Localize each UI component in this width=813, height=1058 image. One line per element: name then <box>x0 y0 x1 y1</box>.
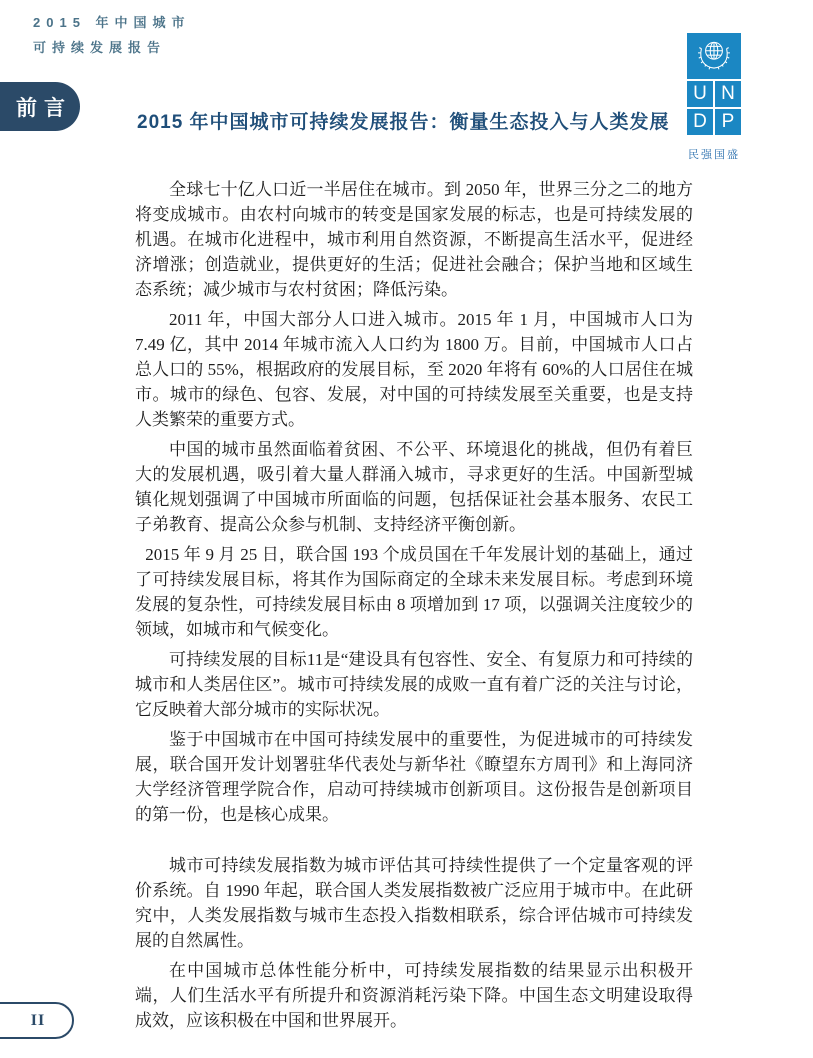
paragraph-7: 城市可持续发展指数为城市评估其可持续性提供了一个定量客观的评价系统。自 1990 年起，联合国人类发展指数被广泛应用于城市中。在此研究中，人类发展指数与城市生态投入指数相联系，综合评估城市可持续发展的自然属性。 <box>135 856 693 950</box>
paragraph-5: 可持续发展的目标11是“建设具有包容性、安全、有复原力和可持续的城市和人类居住区”。城市可持续发展的成败一直有着广泛的关注与讨论，它反映着大部分城市的实际状况。 <box>135 650 693 719</box>
undp-logo <box>687 33 741 162</box>
body-text <box>135 177 693 1038</box>
undp-logo-box <box>687 33 741 135</box>
paragraph-1: 全球七十亿人口近一半居住在城市。到 2050 年，世界三分之二的地方将变成城市。由农村向城市的转变是国家发展的标志，也是可持续发展的机遇。在城市化进程中，城市利用自然资源，不断提高生活水平，促进经济增涨；创造就业，提供更好的生活；促进社会融合；保护当地和区域生态系统；减少城市与农村贫困；降低污染。 <box>135 180 693 299</box>
page-title: 2015 年中国城市可持续发展报告：衡量生态投入与人类发展 <box>137 111 670 133</box>
undp-letter-u: U <box>687 81 713 107</box>
paragraph-2: 2011 年，中国大部分人口进入城市。2015 年 1 月，中国城市人口为 7.49 亿，其中 2014 年城市流入人口约为 1800 万。目前，中国城市人口占总人口的 55%，根据政府的发展目标，至 2020 年将有 60%的人口居住在城市。城市的绿色、包容、发展，对中国的可持续发展至关重要，也是支持人类繁荣的重要方式。 <box>135 310 693 429</box>
paragraph-6: 鉴于中国城市在中国可持续发展中的重要性，为促进城市的可持续发展，联合国开发计划署驻华代表处与新华社《瞭望东方周刊》和上海同济大学经济管理学院合作，启动可持续城市创新项目。这份报告是创新项目的第一份，也是核心成果。 <box>135 730 693 824</box>
page-number: II <box>30 1011 46 1029</box>
kicker-line-1: 2015 年中国城市 <box>33 15 191 30</box>
paragraph-4: 2015 年 9 月 25 日，联合国 193 个成员国在千年发展计划的基础上，通过了可持续发展目标，将其作为国际商定的全球未来发展目标。考虑到环境发展的复杂性，可持续发展目标由 8 项增加到 17 项，以强调关注度较少的领域，如城市和气候变化。 <box>135 545 693 639</box>
undp-letter-n: N <box>715 81 741 107</box>
un-emblem-icon <box>687 33 741 79</box>
report-kicker <box>33 10 191 60</box>
undp-letter-p: P <box>715 109 741 135</box>
paragraph-8: 在中国城市总体性能分析中，可持续发展指数的结果显示出积极开端，人们生活水平有所提升和资源消耗污染下降。中国生态文明建设取得成效，应该积极在中国和世界展开。 <box>135 961 693 1030</box>
undp-letter-d: D <box>687 109 713 135</box>
page-number-pill <box>0 1002 74 1039</box>
paragraph-3: 中国的城市虽然面临着贫困、不公平、环境退化的挑战，但仍有着巨大的发展机遇，吸引着大量人群涌入城市，寻求更好的生活。中国新型城镇化规划强调了中国城市所面临的问题，包括保证社会基本服务、农民工子弟教育、提高公众参与机制、支持经济平衡创新。 <box>135 440 693 534</box>
logo-tagline: 民强国盛 <box>688 149 740 161</box>
undp-letters <box>687 79 741 135</box>
section-badge-preface <box>0 82 80 131</box>
section-badge-label: 前言 <box>16 96 72 120</box>
kicker-line-2: 可持续发展报告 <box>33 40 167 55</box>
